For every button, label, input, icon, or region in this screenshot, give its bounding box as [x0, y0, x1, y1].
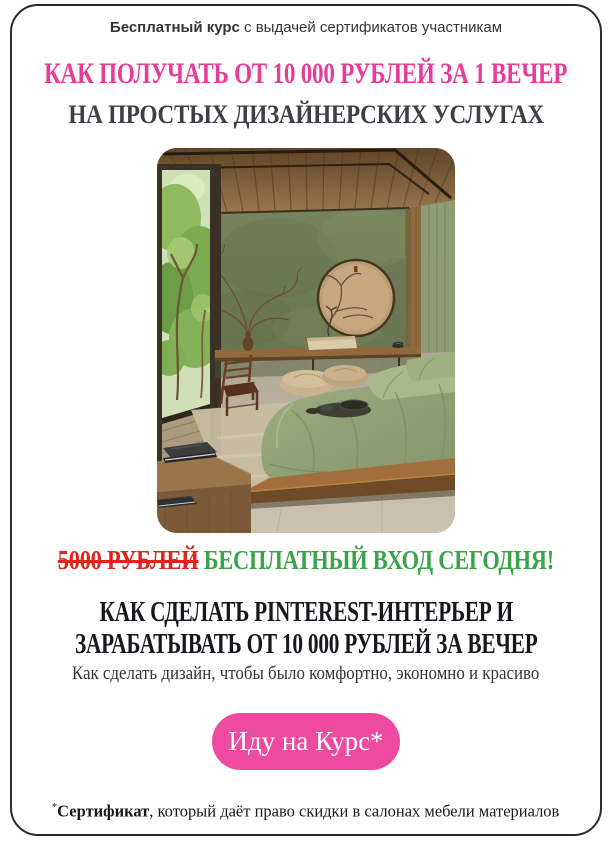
- page-card: [10, 4, 602, 836]
- vase: [243, 337, 254, 351]
- pitch-subline: Как сделать дизайн, чтобы было комфортно, экономно и красиво: [72, 663, 540, 684]
- sub-title: НА ПРОСТЫХ ДИЗАЙНЕРСКИХ УСЛУГАХ: [68, 100, 544, 129]
- footnote-asterisk: *: [52, 801, 58, 813]
- tagline-bold: Бесплатный курс: [109, 19, 240, 36]
- hero-photo: [157, 148, 455, 533]
- course-tagline: [12, 18, 600, 38]
- main-title: КАК ПОЛУЧАТЬ ОТ 10 000 РУБЛЕЙ ЗА 1 ВЕЧЕР: [44, 57, 568, 90]
- bedroom-scene: [157, 148, 455, 533]
- old-price: 5000 РУБЛЕЙ: [57, 545, 199, 575]
- footnote: [12, 796, 600, 823]
- new-price: БЕСПЛАТНЫЙ ВХОД СЕГОДНЯ!: [203, 545, 555, 575]
- tagline-rest: с выдачей сертификатов участникам: [239, 19, 503, 36]
- pitch-headline-line1: КАК СДЕЛАТЬ PINTEREST-ИНТЕРЬЕР И: [99, 597, 513, 628]
- pitch-headline: [12, 597, 600, 661]
- cta-button[interactable]: Иду на Курс*: [212, 713, 400, 770]
- footnote-bold: Сертификат: [57, 801, 150, 821]
- footnote-rest: , который даёт право скидки в салонах мебели материалов: [149, 801, 560, 821]
- pitch-headline-line2: ЗАРАБАТЫВАТЬ ОТ 10 000 РУБЛЕЙ ЗА ВЕЧЕР: [74, 629, 538, 660]
- price-line: [12, 545, 600, 575]
